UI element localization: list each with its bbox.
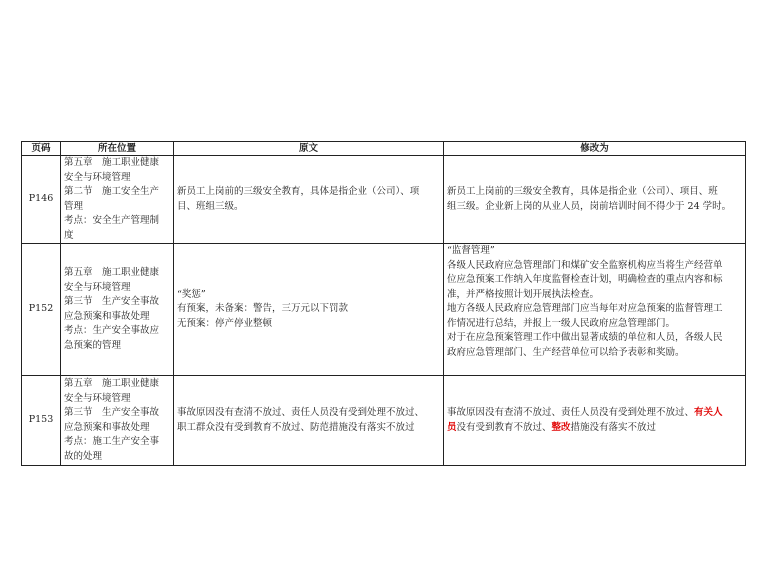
location-line: 应急预案和事故处理 xyxy=(64,421,150,433)
original-cell xyxy=(174,156,444,244)
location-line: 度 xyxy=(64,229,74,241)
revised-line: 作情况进行总结，并报上一级人民政府应急管理部门。 xyxy=(447,317,676,329)
header-original: 原文 xyxy=(174,142,444,156)
location-cell xyxy=(61,244,174,376)
revision-table xyxy=(21,141,746,466)
header-location: 所在位置 xyxy=(61,142,174,156)
location-line: 第五章 施工职业健康 xyxy=(64,267,160,278)
location-line: 故的处理 xyxy=(64,450,103,462)
revised-line: “监督管理” xyxy=(447,245,495,256)
location-line: 考点：安全生产管理制 xyxy=(64,215,160,226)
table-row xyxy=(22,244,746,376)
revised-line: 组三级。企业新上岗的从业人员，岗前培训时间不得少于 24 学时。 xyxy=(447,200,732,212)
location-line: 管理 xyxy=(64,200,84,212)
original-cell xyxy=(174,376,444,466)
revised-cell xyxy=(444,244,746,376)
revised-cell xyxy=(444,376,746,466)
table-row xyxy=(22,156,746,244)
original-line: 事故原因没有查清不放过、责任人员没有受到处理不放过、 xyxy=(177,407,425,418)
table-row xyxy=(22,376,746,466)
original-cell xyxy=(174,244,444,376)
original-line: 目、班组三级。 xyxy=(177,200,244,212)
location-line: 安全与环境管理 xyxy=(64,171,131,183)
header-page: 页码 xyxy=(22,142,61,156)
highlighted-text: 员 xyxy=(447,421,457,433)
page-cell: P152 xyxy=(22,244,61,376)
location-line: 考点：施工生产安全事 xyxy=(64,436,160,447)
location-line: 考点：生产安全事故应 xyxy=(64,325,160,336)
revised-line: 准，并严格按照计划开展执法检查。 xyxy=(447,288,600,300)
highlighted-text: 整改 xyxy=(551,421,571,433)
revised-line: 位应急预案工作纳入年度监督检查计划，明确检查的重点内容和标 xyxy=(447,274,723,285)
original-line: 职工群众没有受到教育不放过、防范措施没有落实不放过 xyxy=(177,421,415,433)
revised-line: 政府应急管理部门、生产经营单位可以给予表彰和奖励。 xyxy=(447,346,685,358)
original-line: 无预案：停产停业整顿 xyxy=(177,317,273,329)
location-line: 第二节 施工安全生产 xyxy=(64,186,160,197)
location-line: 应急预案和事故处理 xyxy=(64,310,150,322)
revised-line: 新员工上岗前的三级安全教育，具体是指企业（公司）、项目、班 xyxy=(447,186,718,197)
revised-text: 没有受到教育不放过、 xyxy=(456,421,552,433)
revised-text: 事故原因没有查清不放过、责任人员没有受到处理不放过、 xyxy=(447,407,695,418)
location-line: 安全与环境管理 xyxy=(64,392,131,404)
location-line: 第五章 施工职业健康 xyxy=(64,157,160,168)
revised-line xyxy=(447,421,742,436)
highlighted-text: 有关人 xyxy=(694,407,723,418)
revised-line: 各级人民政府应急管理部门和煤矿安全监察机构应当将生产经营单 xyxy=(447,259,723,271)
revised-cell xyxy=(444,156,746,244)
revised-line: 地方各级人民政府应急管理部门应当每年对应急预案的监督管理工 xyxy=(447,303,723,314)
page-cell: P153 xyxy=(22,376,61,466)
original-line: “奖惩” xyxy=(177,288,206,300)
original-line: 新员工上岗前的三级安全教育，具体是指企业（公司）、项 xyxy=(177,186,420,197)
revised-text: 措施没有落实不放过 xyxy=(570,421,657,433)
location-line: 急预案的管理 xyxy=(64,339,122,351)
header-row xyxy=(22,142,746,156)
location-line: 安全与环境管理 xyxy=(64,281,131,293)
original-line: 有预案，未备案：警告，三万元以下罚款 xyxy=(177,303,349,315)
location-cell xyxy=(61,376,174,466)
revised-line: 对于在应急预案管理工作中做出显著成绩的单位和人员，各级人民 xyxy=(447,332,723,343)
header-revised: 修改为 xyxy=(444,142,746,156)
location-line: 第三节 生产安全事故 xyxy=(64,296,160,307)
location-line: 第五章 施工职业健康 xyxy=(64,378,160,389)
location-line: 第三节 生产安全事故 xyxy=(64,407,160,418)
location-cell xyxy=(61,156,174,244)
revised-line xyxy=(447,406,742,421)
page-cell: P146 xyxy=(22,156,61,244)
